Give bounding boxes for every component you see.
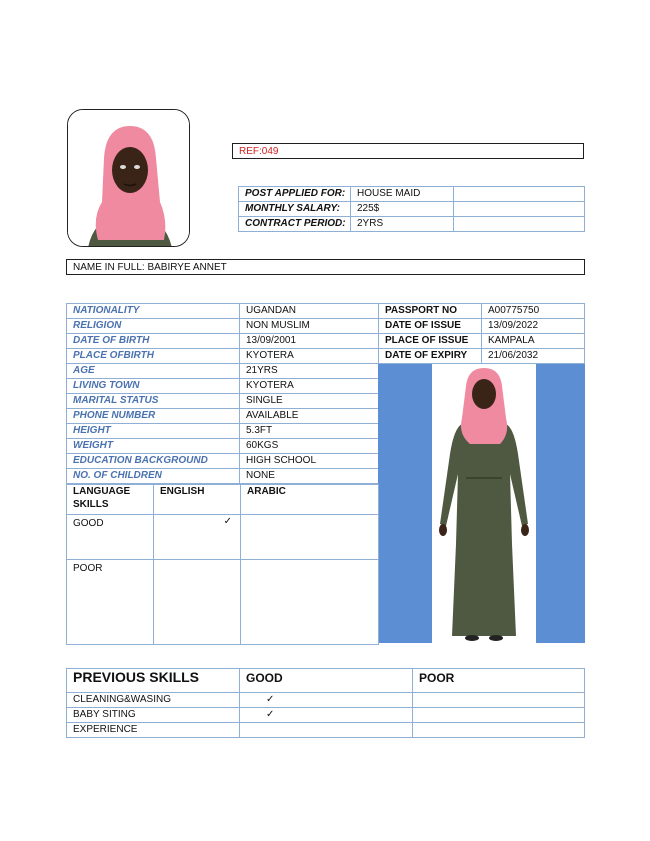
table-row bbox=[67, 424, 379, 439]
religion-value: NON MUSLIM bbox=[246, 320, 310, 331]
table-row bbox=[67, 334, 379, 349]
personal-table bbox=[66, 303, 379, 484]
ref-box bbox=[232, 143, 584, 159]
skills-poor-header: POOR bbox=[419, 671, 455, 685]
skills-header: PREVIOUS SKILLS bbox=[73, 669, 200, 685]
contract-value: 2YRS bbox=[357, 218, 384, 229]
phone-value: AVAILABLE bbox=[246, 410, 299, 421]
dob-label: DATE OF BIRTH bbox=[73, 335, 150, 346]
height-label: HEIGHT bbox=[73, 425, 111, 436]
table-row bbox=[67, 319, 379, 334]
name-box bbox=[66, 259, 585, 275]
table-row bbox=[67, 669, 585, 693]
good-label: GOOD bbox=[73, 518, 104, 529]
age-value: 21YRS bbox=[246, 365, 278, 376]
expiry-value: 21/06/2032 bbox=[488, 350, 539, 361]
table-row bbox=[67, 469, 379, 484]
dob-value: 13/09/2001 bbox=[246, 335, 297, 346]
table-row bbox=[379, 334, 585, 349]
table-row bbox=[67, 560, 379, 645]
table-row bbox=[239, 202, 585, 217]
height-value: 5.3FT bbox=[246, 425, 273, 436]
english-header: ENGLISH bbox=[160, 486, 205, 497]
post-table bbox=[238, 186, 585, 232]
weight-value: 60KGS bbox=[246, 440, 279, 451]
table-row bbox=[67, 439, 379, 454]
table-row bbox=[67, 364, 379, 379]
table-row bbox=[379, 304, 585, 319]
post-label: POST APPLIED FOR: bbox=[245, 188, 346, 199]
issue-place-label: PLACE OF ISSUE bbox=[385, 335, 469, 346]
language-header: LANGUAGE SKILLS bbox=[73, 486, 131, 510]
table-row bbox=[67, 708, 585, 723]
living-town-value: KYOTERA bbox=[246, 380, 294, 391]
pob-label: PLACE OFBIRTH bbox=[73, 350, 154, 361]
table-row bbox=[67, 723, 585, 738]
full-body-photo bbox=[378, 364, 585, 643]
education-value: HIGH SCHOOL bbox=[246, 455, 317, 466]
table-row bbox=[67, 485, 379, 515]
religion-label: RELIGION bbox=[73, 320, 122, 331]
table-row bbox=[67, 394, 379, 409]
marital-label: MARITAL STATUS bbox=[73, 395, 159, 406]
age-label: AGE bbox=[73, 365, 95, 376]
skill-cleaning: CLEANING&WASING bbox=[73, 694, 171, 705]
phone-label: PHONE NUMBER bbox=[73, 410, 156, 421]
table-row bbox=[67, 693, 585, 708]
table-row bbox=[67, 304, 379, 319]
table-row bbox=[67, 379, 379, 394]
checkmark-icon: ✓ bbox=[266, 694, 275, 705]
table-row bbox=[379, 319, 585, 334]
checkmark-icon: ✓ bbox=[266, 709, 275, 720]
checkmark-icon: ✓ bbox=[223, 516, 232, 527]
skills-table bbox=[66, 668, 585, 738]
skill-babysitting: BABY SITING bbox=[73, 709, 136, 720]
skill-experience: EXPERIENCE bbox=[73, 724, 138, 735]
table-row bbox=[67, 349, 379, 364]
table-row bbox=[67, 515, 379, 560]
table-row bbox=[239, 217, 585, 232]
issue-date-value: 13/09/2022 bbox=[488, 320, 539, 331]
weight-label: WEIGHT bbox=[73, 440, 113, 451]
full-name: NAME IN FULL: BABIRYE ANNET bbox=[73, 262, 227, 273]
table-row bbox=[239, 187, 585, 202]
table-row bbox=[67, 409, 379, 424]
ref-number: REF:049 bbox=[239, 146, 279, 157]
contract-label: CONTRACT PERIOD: bbox=[245, 218, 346, 229]
children-value: NONE bbox=[246, 470, 275, 481]
pob-value: KYOTERA bbox=[246, 350, 294, 361]
passport-no-value: A00775750 bbox=[488, 305, 540, 316]
children-label: NO. OF CHILDREN bbox=[73, 470, 162, 481]
issue-date-label: DATE OF ISSUE bbox=[385, 320, 461, 331]
passport-no-label: PASSPORT NO bbox=[385, 305, 458, 316]
salary-value: 225$ bbox=[357, 203, 380, 214]
post-value: HOUSE MAID bbox=[357, 188, 421, 199]
salary-label: MONTHLY SALARY: bbox=[245, 203, 341, 214]
education-label: EDUCATION BACKGROUND bbox=[73, 455, 208, 466]
poor-label: POOR bbox=[73, 563, 103, 574]
nationality-value: UGANDAN bbox=[246, 305, 297, 316]
table-row bbox=[379, 349, 585, 364]
skills-good-header: GOOD bbox=[246, 671, 283, 685]
passport-table bbox=[378, 303, 585, 364]
arabic-header: ARABIC bbox=[247, 486, 286, 497]
portrait-photo bbox=[67, 109, 190, 247]
expiry-label: DATE OF EXPIRY bbox=[385, 350, 468, 361]
living-town-label: LIVING TOWN bbox=[73, 380, 140, 391]
language-table bbox=[66, 484, 379, 645]
issue-place-value: KAMPALA bbox=[488, 335, 535, 346]
marital-value: SINGLE bbox=[246, 395, 283, 406]
table-row bbox=[67, 454, 379, 469]
nationality-label: NATIONALITY bbox=[73, 305, 140, 316]
